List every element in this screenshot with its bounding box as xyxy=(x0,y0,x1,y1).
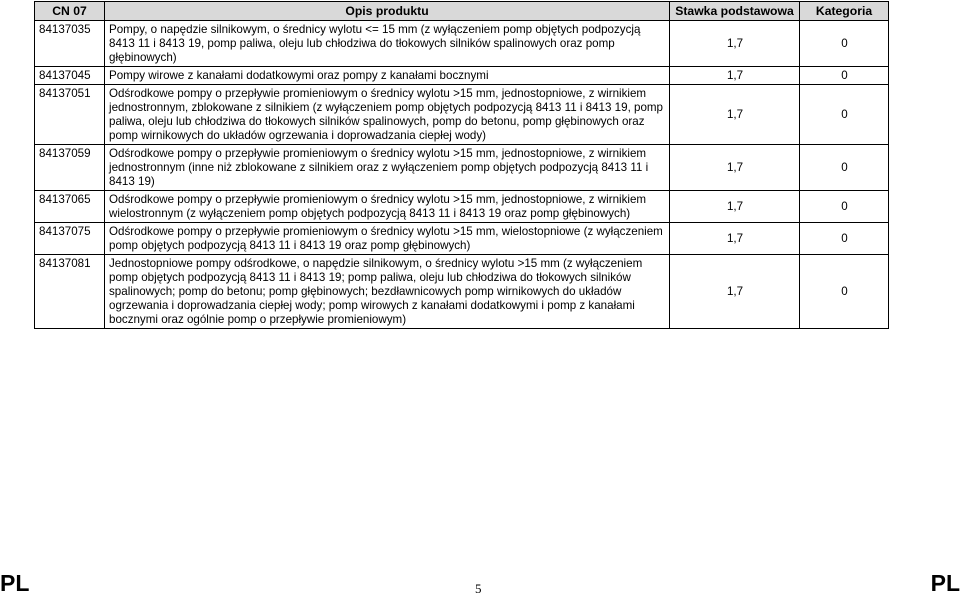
description-cell: Odśrodkowe pompy o przepływie promieniowym o średnicy wylotu >15 mm, jednostopniowe, z wirnikiem jednostronnym (inne niż zblokowane z silnikiem oraz z wyłączeniem pomp objętych podpozycją 8413 11 i 8413 19) xyxy=(105,145,670,191)
page-number: 5 xyxy=(475,581,482,596)
rate-cell: 1,7 xyxy=(670,223,800,255)
table-header-row xyxy=(35,2,889,21)
description-cell: Pompy wirowe z kanałami dodatkowymi oraz pompy z kanałami bocznymi xyxy=(105,67,670,85)
table-row xyxy=(35,223,889,255)
rate-cell: 1,7 xyxy=(670,255,800,329)
cn-code-cell: 84137065 xyxy=(35,191,105,223)
cn-code-cell: 84137051 xyxy=(35,85,105,145)
cn-code-cell: 84137059 xyxy=(35,145,105,191)
description-cell: Odśrodkowe pompy o przepływie promieniowym o średnicy wylotu >15 mm, jednostopniowe, z wirnikiem jednostronnym, zblokowane z silnikiem (z wyłączeniem pomp objętych podpozycją 8413 11 i 8413 19, pomp paliwa, oleju lub chłodziwa do tłokowych silników spalinowych, pomp do betonu, pomp głębinowych oraz pomp wirnikowych do układów ogrzewania i doprowadzania ciepłej wody) xyxy=(105,85,670,145)
footer-language-code-right: PL xyxy=(930,570,960,596)
category-cell: 0 xyxy=(800,85,889,145)
table-row xyxy=(35,191,889,223)
table-row xyxy=(35,145,889,191)
description-cell: Odśrodkowe pompy o przepływie promieniowym o średnicy wylotu >15 mm, jednostopniowe, z wirnikiem wielostronnym (z wyłączeniem pomp objętych podpozycją 8413 11 i 8413 19 oraz pomp głębinowych) xyxy=(105,191,670,223)
rate-cell: 1,7 xyxy=(670,21,800,67)
rate-cell: 1,7 xyxy=(670,85,800,145)
category-cell: 0 xyxy=(800,67,889,85)
rate-cell: 1,7 xyxy=(670,191,800,223)
footer-language-code-left: PL xyxy=(0,570,30,596)
header-description: Opis produktu xyxy=(105,2,670,21)
table-row xyxy=(35,21,889,67)
description-cell: Odśrodkowe pompy o przepływie promieniowym o średnicy wylotu >15 mm, wielostopniowe (z wyłączeniem pomp objętych podpozycją 8413 11 i 8413 19 oraz pomp głębinowych) xyxy=(105,223,670,255)
tariff-table xyxy=(34,1,889,329)
cn-code-cell: 84137075 xyxy=(35,223,105,255)
description-cell: Pompy, o napędzie silnikowym, o średnicy wylotu <= 15 mm (z wyłączeniem pomp objętych podpozycją 8413 11 i 8413 19, pomp paliwa, oleju lub chłodziwa do tłokowych silników spalinowych oraz pomp głębinowych) xyxy=(105,21,670,67)
rate-cell: 1,7 xyxy=(670,67,800,85)
header-cn-code: CN 07 xyxy=(35,2,105,21)
category-cell: 0 xyxy=(800,223,889,255)
cn-code-cell: 84137045 xyxy=(35,67,105,85)
rate-cell: 1,7 xyxy=(670,145,800,191)
cn-code-cell: 84137035 xyxy=(35,21,105,67)
table-row xyxy=(35,255,889,329)
cn-code-cell: 84137081 xyxy=(35,255,105,329)
header-category: Kategoria xyxy=(800,2,889,21)
category-cell: 0 xyxy=(800,191,889,223)
description-cell: Jednostopniowe pompy odśrodkowe, o napędzie silnikowym, o średnicy wylotu >15 mm (z wyłączeniem pomp objętych podpozycją 8413 11 i 8413 19; pomp paliwa, oleju lub chłodziwa do tłokowych silników spalinowych; pomp do betonu; pomp głębinowych; bezdławnicowych pomp wirnikowych do układów ogrzewania i doprowadzania ciepłej wody; pomp wirowych z kanałami dodatkowymi i pomp z kanałami bocznymi oraz ogólnie pomp o przepływie promieniowym) xyxy=(105,255,670,329)
category-cell: 0 xyxy=(800,145,889,191)
header-rate: Stawka podstawowa xyxy=(670,2,800,21)
category-cell: 0 xyxy=(800,255,889,329)
category-cell: 0 xyxy=(800,21,889,67)
table-row xyxy=(35,67,889,85)
table-row xyxy=(35,85,889,145)
